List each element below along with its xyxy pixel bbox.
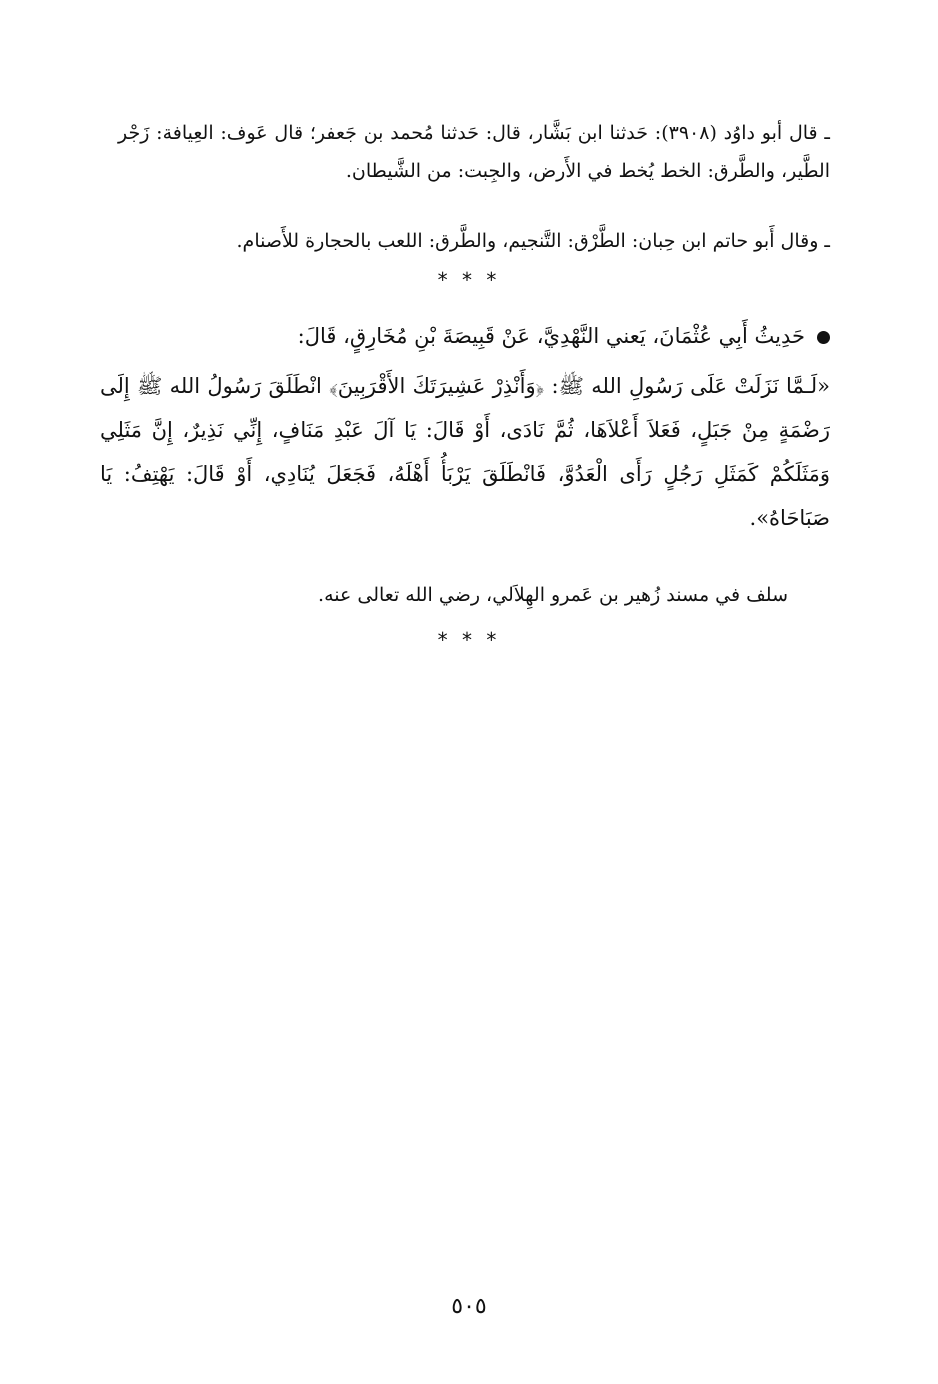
hadith-heading-text: حَدِيثُ أَبِي عُثْمَانَ، يَعني النَّهْدِيَّ، عَنْ قَبِيصَةَ بْنِ مُخَارِقٍ، قَالَ:: [297, 324, 805, 348]
hadith-heading: [118, 316, 830, 356]
section-separator: * * *: [437, 628, 501, 652]
page-number: ٥٠٥: [451, 1294, 487, 1319]
cross-reference-note: سلف في مسند زُهير بن عَمرو الهِلاَلي، رضي الله تعالى عنه.: [318, 584, 788, 606]
hadith-text: «لَـمَّا نَزَلَتْ عَلَى رَسُولِ الله ﷺ: ﴿وَأَنْذِرْ عَشِيرَتَكَ الأَقْرَبِينَ﴾ انْطَلَقَ رَسُولُ الله ﷺ إِلَى رَضْمَةٍ مِنْ جَبَلٍ، فَعَلاَ أَعْلاَهَا، ثُمَّ نَادَى، أَوْ قَالَ: يَا آلَ عَبْدِ مَنَافٍ، إِنِّي نَذِيرٌ، إِنَّ مَثَلِي وَمَثَلَكُمْ كَمَثَلِ رَجُلٍ رَأَى الْعَدُوَّ، فَانْطَلَقَ يَرْبَأُ أَهْلَهُ، فَجَعَلَ يُنَادِي، أَوْ قَالَ: يَهْتِفُ: يَا صَبَاحَاهُ».: [100, 374, 830, 530]
bullet-icon: [817, 331, 830, 344]
section-separator: * * *: [437, 268, 501, 292]
abu-dawud-paragraph: ـ قال أبو داوُد (٣٩٠٨): حَدثنا ابن بَشَّار، قال: حَدثنا مُحمد بن جَعفر؛ قال عَوف: العِيافة: زَجْر الطَّير، والطَّرق: الخط يُخط في الأَرض، والجِبت: من الشَّيطان.: [118, 122, 830, 182]
ibn-hibban-paragraph: ـ وقال أَبو حاتم ابن حِبان: الطَّرْق: التَّنجيم، والطَّرق: اللعب بالحجارة للأَصنام.: [236, 230, 830, 252]
